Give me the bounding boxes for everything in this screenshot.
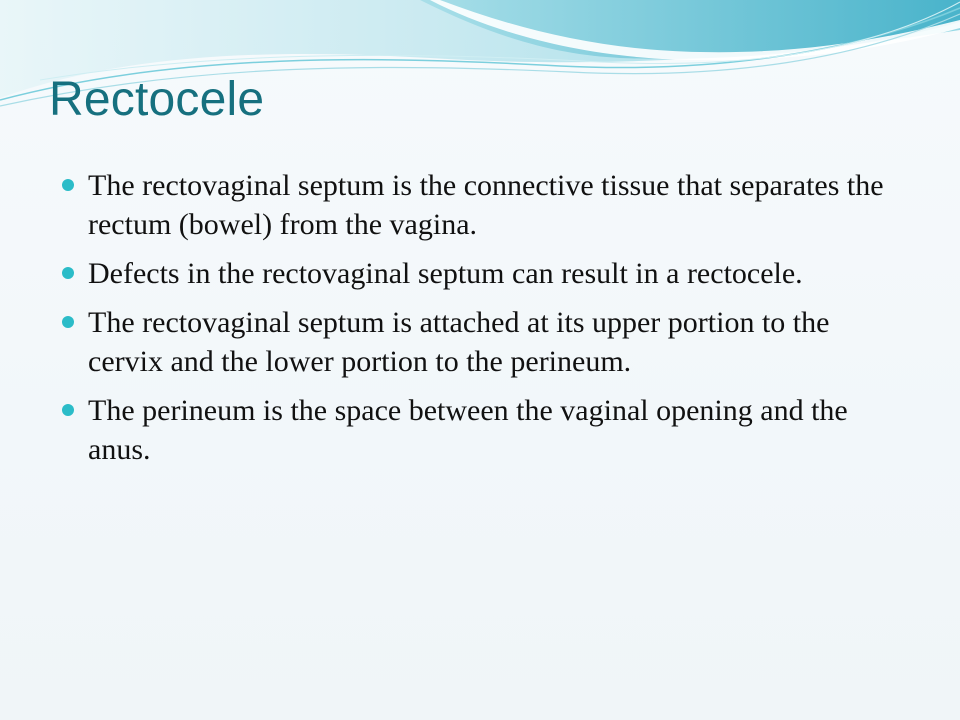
bullet-text: The perineum is the space between the vaginal opening and the anus. — [88, 394, 848, 466]
bullet-text: The rectovaginal septum is the connective tissue that separates the rectum (bowel) from the vagina. — [88, 169, 884, 241]
slide-title: Rectocele — [49, 73, 265, 126]
bullet-item — [62, 391, 892, 469]
bullet-dot-icon — [62, 179, 74, 191]
bullet-item — [62, 254, 892, 293]
bullet-list — [62, 166, 892, 479]
bullet-dot-icon — [62, 267, 74, 279]
bullet-item — [62, 303, 892, 381]
bullet-item — [62, 166, 892, 244]
bullet-text: Defects in the rectovaginal septum can result in a rectocele. — [88, 257, 803, 290]
bullet-dot-icon — [62, 404, 74, 416]
bullet-dot-icon — [62, 316, 74, 328]
bullet-text: The rectovaginal septum is attached at its upper portion to the cervix and the lower portion to the perineum. — [88, 306, 830, 378]
